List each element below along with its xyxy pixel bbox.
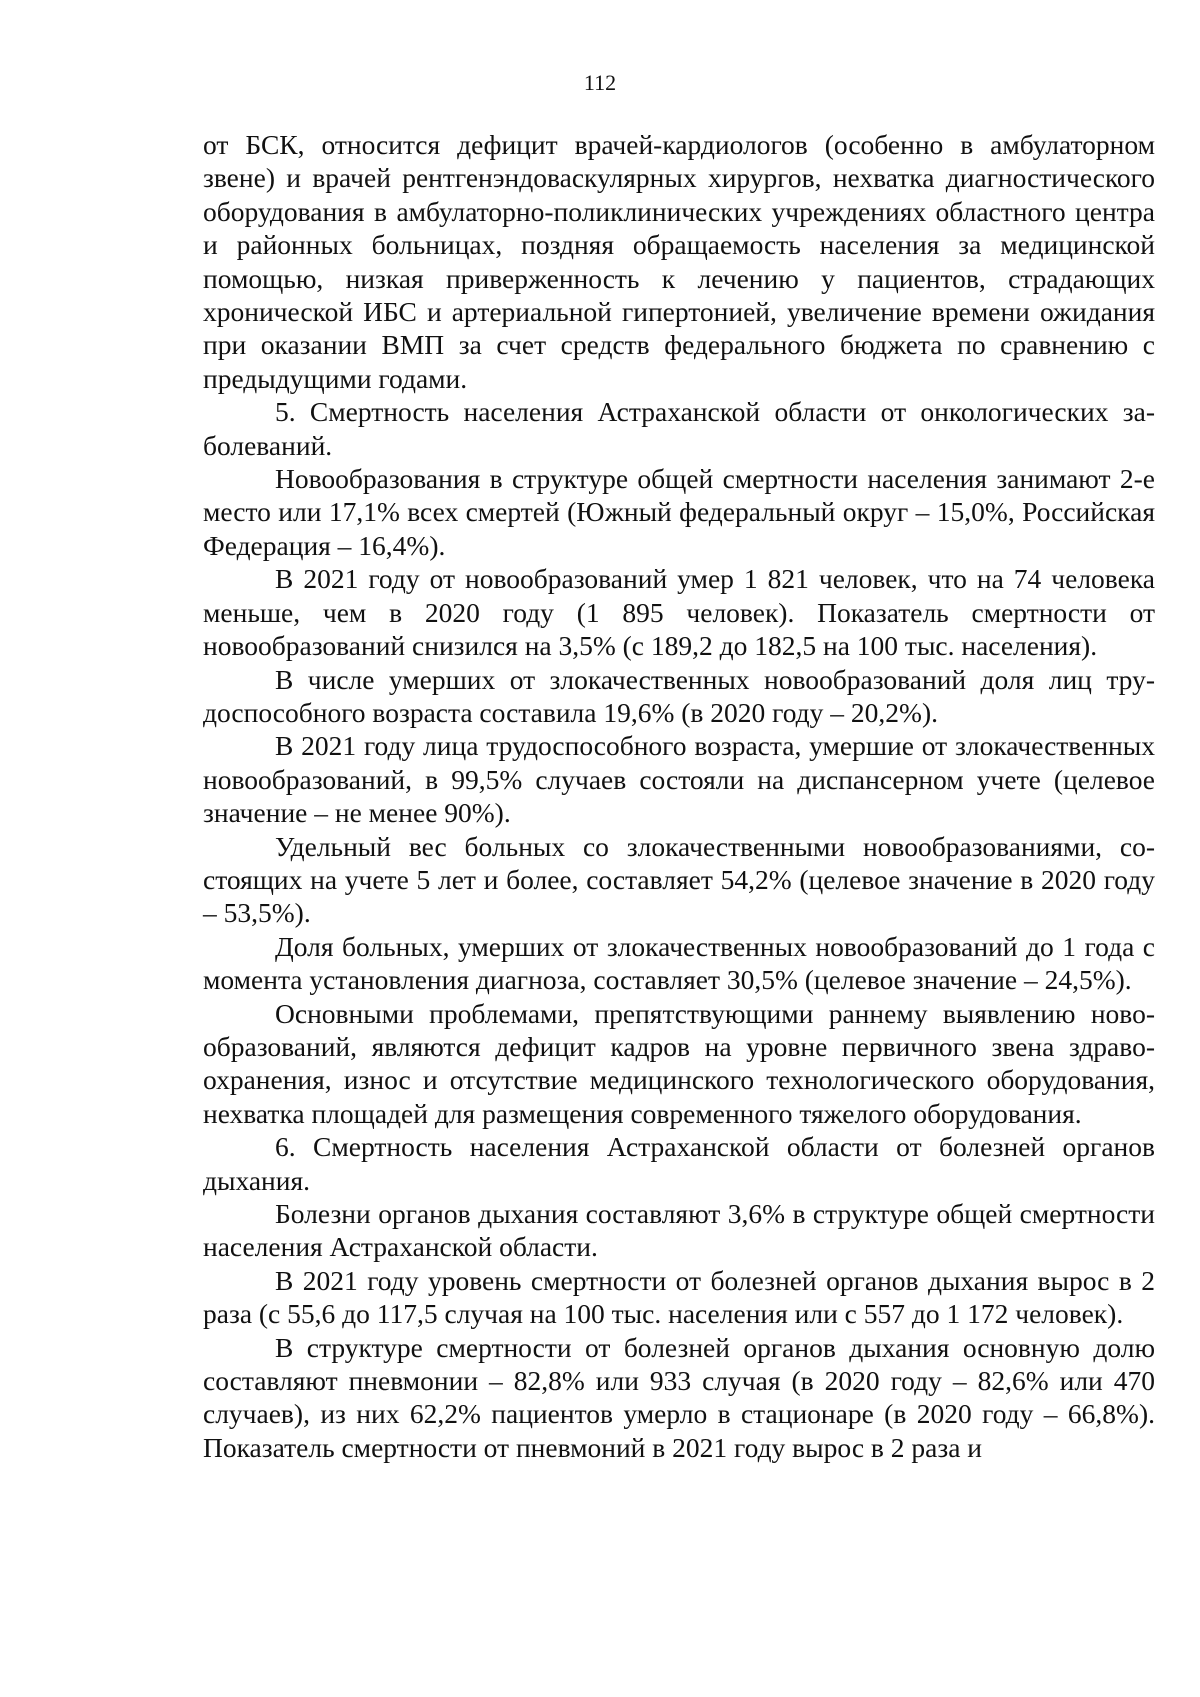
body-text [203,128,1155,1464]
paragraph: Удельный вес больных со злокачественными новообразованиями, состоящих на учете 5 лет и более, составляет 54,2% (целевое значение в 2020 году – 53,5%). [203,830,1155,929]
paragraph: В числе умерших от злокачественных новообразований доля лиц трудоспособного возраста составила 19,6% (в 2020 году – 20,2%). [203,663,1155,728]
paragraph: Новообразования в структуре общей смертности населения занимают 2-е место или 17,1% всех смертей (Южный федеральный округ – 15,0%, Российская Федерация – 16,4%). [203,463,1155,561]
page-number: 112 [583,70,617,95]
paragraph: Доля больных, умерших от злокачественных новообразований до 1 года с момента установления диагноза, составляет 30,5% (целевое значение – 24,5%). [203,930,1155,996]
section-heading-oncology: 5. Смертность населения Астраханской области от онкологических заболеваний. [203,396,1155,461]
paragraph: В 2021 году уровень смертности от болезней органов дыхания вырос в 2 раза (с 55,6 до 117,5 случая на 100 тыс. населения или с 557 до 1 172 человек). [203,1264,1155,1330]
paragraph: В 2021 году лица трудоспособного возраста, умершие от злокачественных новообразований, в 99,5% случаев состояли на диспансерном учете (целевое значение – не менее 90%). [203,730,1155,829]
paragraph: В 2021 году от новообразований умер 1 821 человек, что на 74 человека меньше, чем в 2020 году (1 895 человек). Показатель смертности от новообразований снизился на 3,5% (с 189,2 до 182,5 на 100 тыс. населения). [203,563,1155,662]
paragraph: В структуре смертности от болезней органов дыхания основную долю составляют пневмонии – 82,8% или 933 случая (в 2020 году – 82,6% или 470 случаев), из них 62,2% пациентов умерло в стационаре (в 2020 году – 66,8%). Показатель смертности от пневмоний в 2021 году вырос в 2 раза и [203,1331,1155,1463]
section-heading-respiratory: 6. Смертность населения Астраханской области от болезней органов дыхания. [203,1131,1155,1196]
paragraph: Болезни органов дыхания составляют 3,6% в структуре общей смертности населения Астраханской области. [203,1198,1155,1263]
paragraph: Основными проблемами, препятствующими раннему выявлению новообразований, являются дефицит кадров на уровне первичного звена здравоохранения, износ и отсутствие медицинского технологического оборудования, нехватка площадей для размещения современного тяжелого оборудования. [203,997,1155,1129]
paragraph-continued: от БСК, относится дефицит врачей-кардиологов (особенно в амбулаторном звене) и врачей рентгенэндоваскулярных хирургов, нехватка диагностического оборудования в амбулаторно-поликлинических учреждениях областного центра и районных больницах, поздняя обращаемость населения за медицинской помощью, низкая приверженность к лечению у пациентов, страдающих хронической ИБС и артериальной гипертонией, увеличение времени ожидания при оказании ВМП за счет средств федерального бюджета по сравнению с предыдущими годами. [203,129,1155,394]
